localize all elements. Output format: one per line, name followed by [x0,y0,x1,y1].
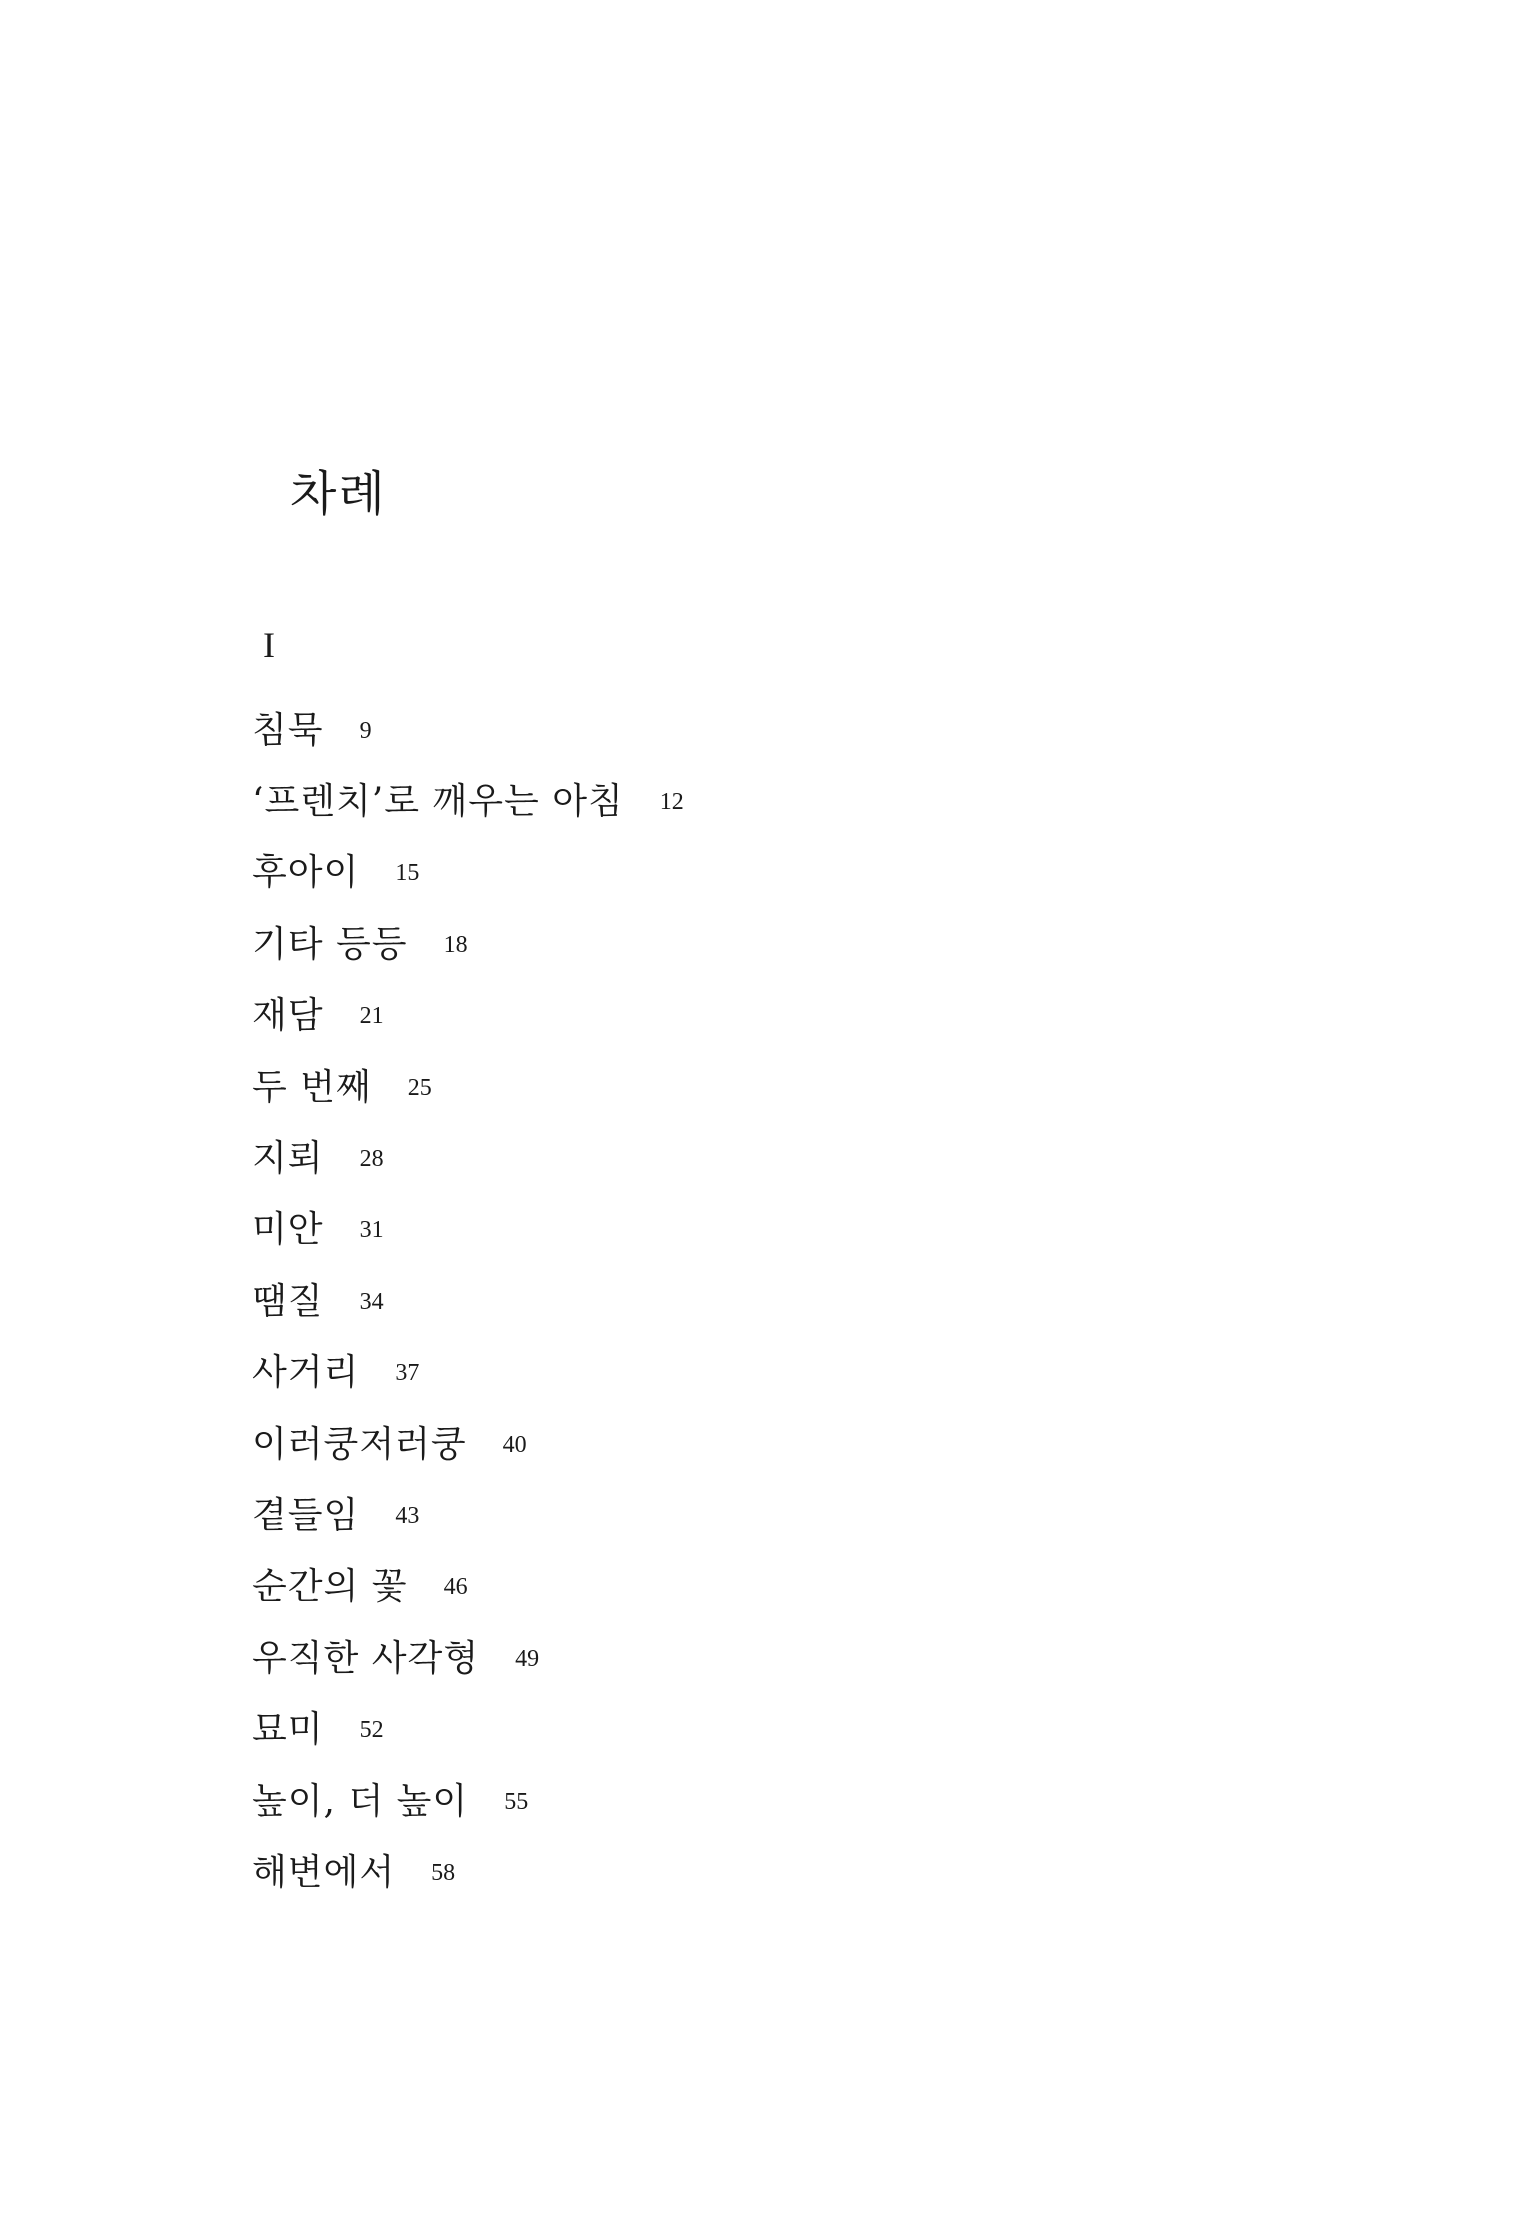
toc-entry [252,1623,684,1694]
toc-entry [252,1694,684,1765]
entry-page-number: 58 [431,1859,456,1886]
entry-page-number: 21 [359,1003,384,1030]
toc-entry [252,695,684,766]
entry-title: 땜질 [252,1280,324,1322]
entry-title: 곁들임 [252,1494,360,1536]
entry-page-number: 46 [443,1574,468,1601]
entry-title: ‘프렌치’로 깨우는 아침 [252,781,624,823]
entry-page-number: 37 [395,1360,420,1387]
toc-entry [252,1552,684,1623]
entry-page-number: 9 [359,717,372,744]
toc-list [252,695,684,1909]
entry-title: 두 번째 [252,1066,372,1108]
entry-title: 미안 [252,1209,324,1251]
toc-entry [252,981,684,1052]
entry-title: 후아이 [252,852,360,894]
entry-title: 침묵 [252,709,324,751]
entry-title: 기타 등등 [252,923,408,965]
toc-entry [252,1266,684,1337]
entry-title: 높이, 더 높이 [252,1780,469,1822]
toc-entry [252,1837,684,1908]
entry-page-number: 25 [407,1074,432,1101]
entry-page-number: 34 [359,1288,384,1315]
entry-title: 묘미 [252,1709,324,1751]
toc-title: 차례 [290,466,387,522]
entry-page-number: 52 [359,1717,384,1744]
entry-page-number: 18 [443,931,468,958]
entry-title: 사거리 [252,1352,360,1394]
entry-title: 재담 [252,995,324,1037]
toc-entry [252,1409,684,1480]
entry-page-number: 12 [659,789,684,816]
entry-page-number: 49 [515,1645,540,1672]
entry-page-number: 15 [395,860,420,887]
toc-entry [252,766,684,837]
section-numeral: I [263,625,275,665]
toc-entry [252,838,684,909]
entry-title: 이러쿵저러쿵 [252,1423,467,1465]
toc-entry [252,1123,684,1194]
entry-title: 우직한 사각형 [252,1637,480,1679]
entry-page-number: 31 [359,1217,384,1244]
toc-entry [252,1766,684,1837]
entry-title: 순간의 꽃 [252,1566,408,1608]
toc-entry [252,1480,684,1551]
entry-page-number: 40 [502,1431,527,1458]
entry-title: 해변에서 [252,1851,396,1893]
toc-entry [252,909,684,980]
toc-entry [252,1052,684,1123]
entry-page-number: 28 [359,1146,384,1173]
entry-title: 지뢰 [252,1138,324,1180]
toc-entry [252,1338,684,1409]
entry-page-number: 43 [395,1502,420,1529]
toc-entry [252,1195,684,1266]
entry-page-number: 55 [504,1788,529,1815]
